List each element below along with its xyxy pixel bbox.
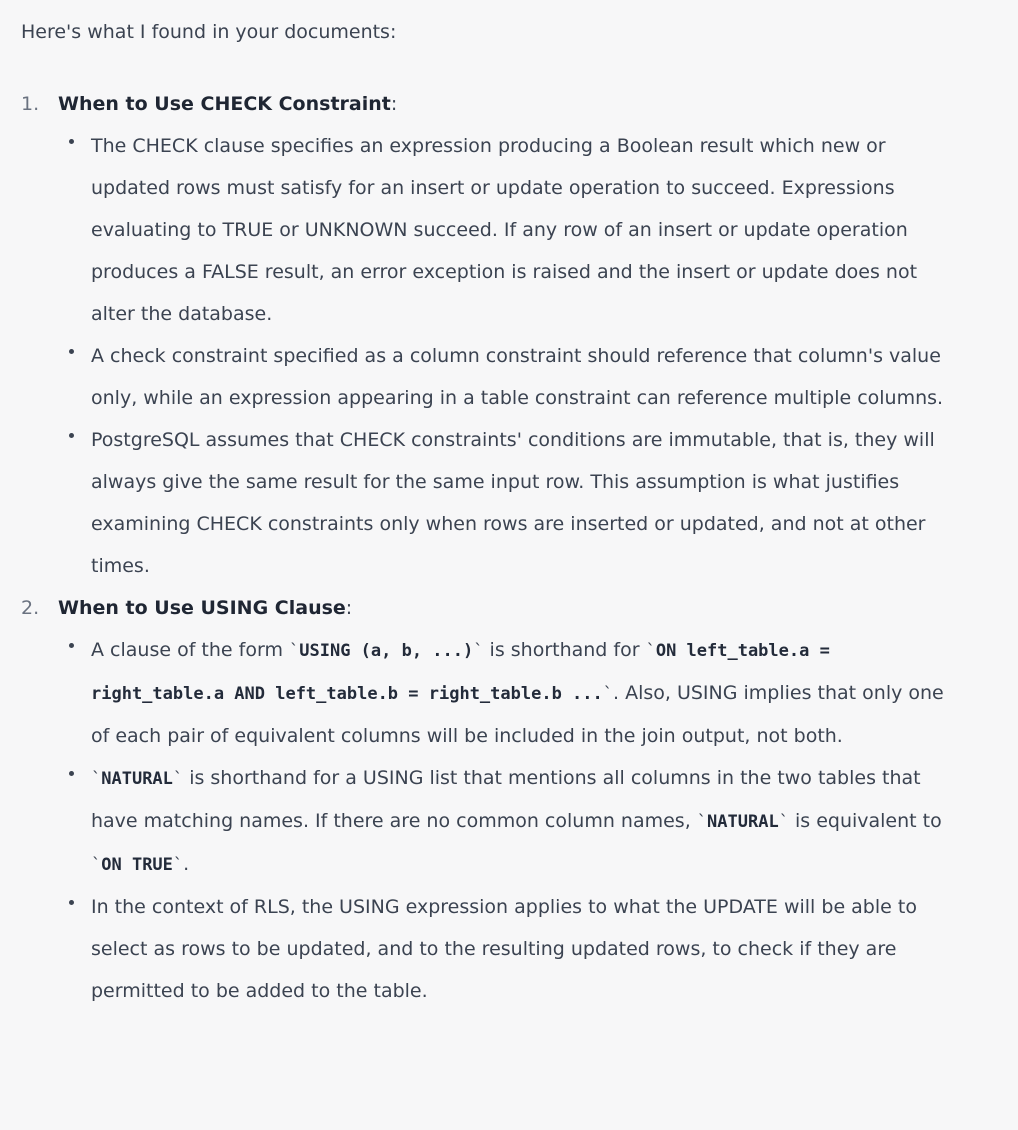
backtick: ` bbox=[172, 769, 184, 789]
intro-text: Here's what I found in your documents: bbox=[21, 21, 397, 43]
list-item-number: 1. bbox=[21, 93, 40, 115]
bullet-list bbox=[58, 125, 997, 587]
backtick: ` bbox=[91, 769, 102, 789]
inline-code: NATURAL bbox=[101, 769, 173, 789]
inline-code: ON TRUE bbox=[101, 855, 173, 875]
bullet-item: PostgreSQL assumes that CHECK constraints' conditions are immutable, that is, they will always give the same result for the same input row. This assumption is what justifies examining CHECK constraints only when rows are inserted or updated, and not at other times. bbox=[91, 419, 963, 587]
list-item-number: 2. bbox=[21, 597, 40, 619]
backtick: ` bbox=[602, 684, 613, 704]
bullet-item: A clause of the form `USING (a, b, ...)` is shorthand for `ON left_table.a = right_table.a AND left_table.b = right_table.b ...`. Also, USING implies that only one of each pair of equivalent columns will be included in the join output, not both. bbox=[91, 629, 963, 757]
heading-colon: : bbox=[390, 93, 398, 115]
backtick: ` bbox=[778, 812, 789, 832]
list-item-heading: When to Use USING Clause bbox=[58, 597, 346, 619]
bullet-item: A check constraint specified as a column constraint should reference that column's value only, while an expression appearing in a table constraint can reference multiple columns. bbox=[91, 335, 963, 419]
list-item-heading: When to Use CHECK Constraint bbox=[58, 93, 391, 115]
backtick: ` bbox=[473, 641, 484, 661]
backtick: ` bbox=[645, 641, 656, 661]
bullet-list bbox=[58, 629, 997, 1012]
inline-code: ON left_table.a = right_table.a AND left_table.b = right_table.b ... bbox=[91, 641, 830, 704]
backtick: ` bbox=[696, 812, 708, 832]
bullet-item: The CHECK clause specifies an expression producing a Boolean result which new or updated rows must satisfy for an insert or update operation to succeed. Expressions evaluating to TRUE or UNKNOWN succeed. If any row of an insert or update operation produces a FALSE result, an error exception is raised and the insert or update does not alter the database. bbox=[91, 125, 963, 335]
backtick: ` bbox=[91, 855, 102, 875]
list-item-check-constraint bbox=[21, 83, 997, 587]
list-item-using-clause bbox=[21, 587, 997, 1012]
backtick: ` bbox=[289, 641, 300, 661]
heading-colon: : bbox=[345, 597, 353, 619]
bullet-item: `NATURAL` is shorthand for a USING list that mentions all columns in the two tables that have matching names. If there are no common column names, `NATURAL` is equivalent to `ON TRUE`. bbox=[91, 757, 963, 886]
findings-list bbox=[21, 83, 997, 1012]
inline-code: USING (a, b, ...) bbox=[299, 641, 474, 661]
inline-code: NATURAL bbox=[707, 812, 779, 832]
bullet-item: In the context of RLS, the USING expression applies to what the UPDATE will be able to select as rows to be updated, and to the resulting updated rows, to check if they are permitted to be added to the table. bbox=[91, 886, 963, 1012]
backtick: ` bbox=[172, 855, 184, 875]
